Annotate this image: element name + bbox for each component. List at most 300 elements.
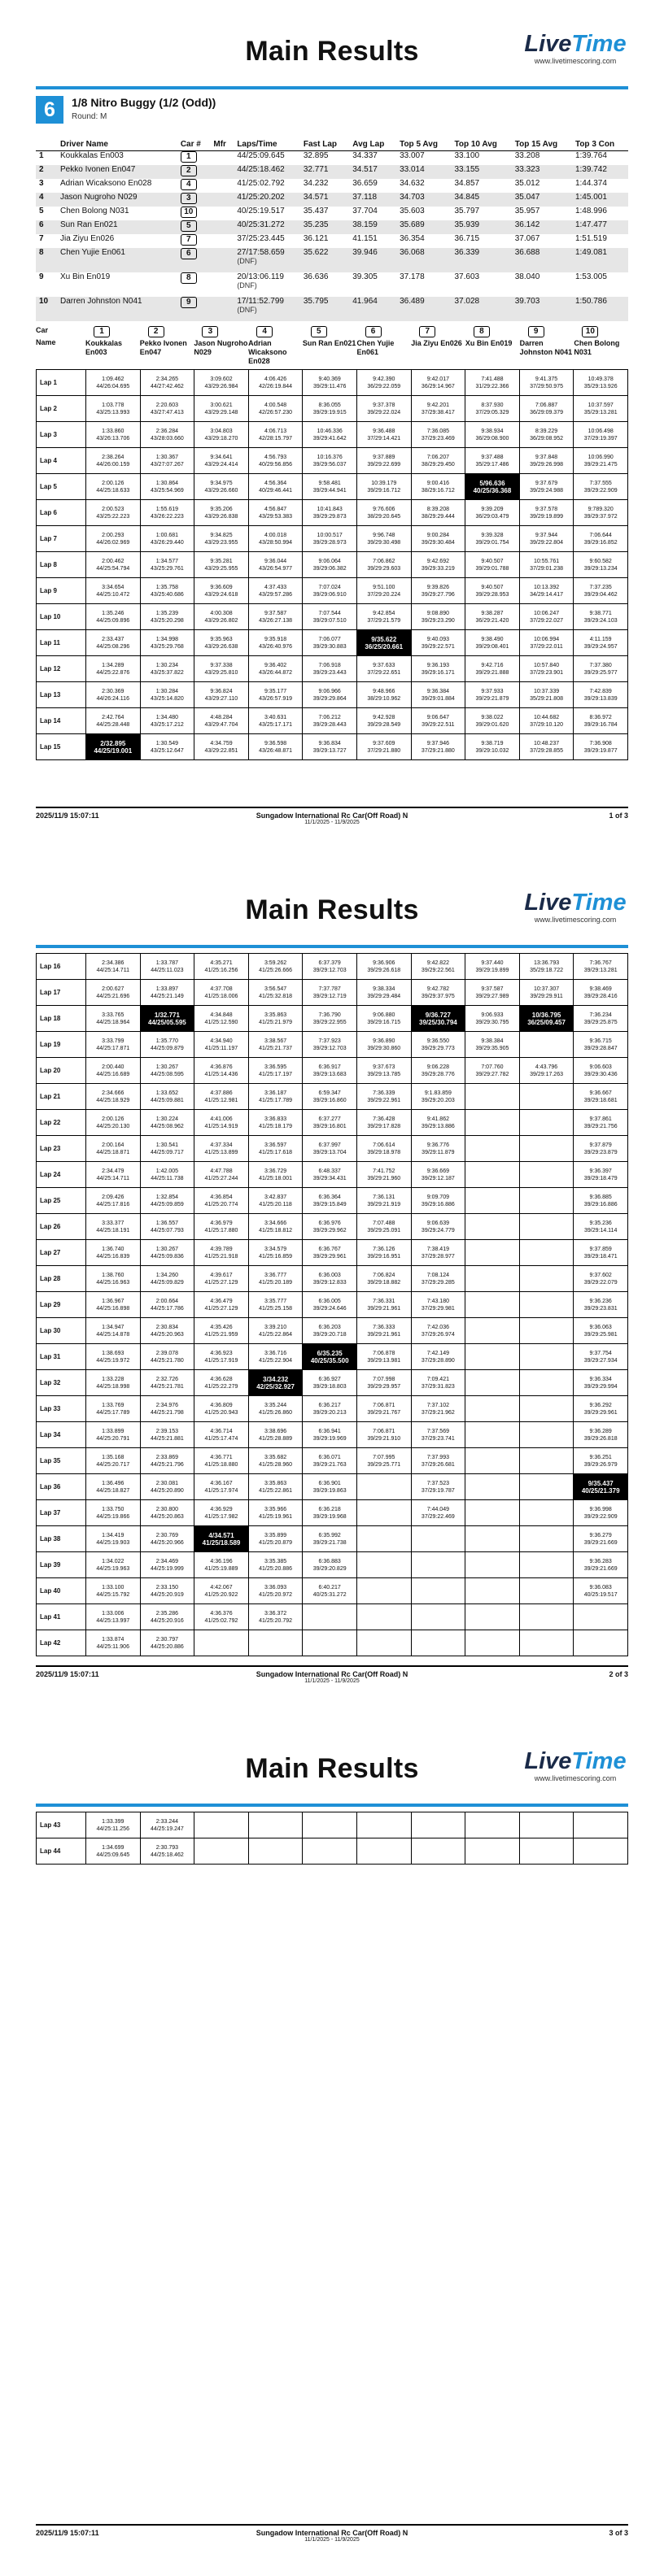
lap-cell: [303, 980, 357, 1006]
lap-cell: [574, 370, 628, 396]
lap-cell: [248, 578, 303, 604]
lap-time: 7:07.760: [481, 1064, 504, 1070]
cumulative-time: 39/29:30.436: [583, 1071, 618, 1077]
lap-time: 1:03.778: [102, 402, 124, 408]
lap-cell: [303, 1370, 357, 1396]
lap-cell: [574, 552, 628, 578]
cumulative-time: 39/29:26.818: [583, 1435, 618, 1442]
lap-time: 4:36.479: [210, 1298, 233, 1304]
cumulative-time: 39/29:34.431: [312, 1175, 347, 1181]
cumulative-time: 37/29:21.880: [421, 747, 455, 754]
cumulative-time: 39/29:41.642: [312, 435, 347, 442]
lap-cell: [248, 1474, 303, 1500]
lap-cell: [248, 734, 303, 760]
lap-cell: [140, 1162, 194, 1188]
lap-cell: [248, 1162, 303, 1188]
lap-time: 9:37.944: [535, 532, 558, 538]
lap-label: Lap 28: [37, 1266, 86, 1292]
lap-time: 9:06.966: [318, 688, 341, 694]
lap-cell: [303, 1552, 357, 1578]
lap-time: 6:36.917: [318, 1064, 341, 1070]
cell-t15: 36.688: [512, 248, 572, 272]
lap-cell: [465, 1578, 520, 1604]
cumulative-time: 39/25/30.794: [419, 1018, 457, 1026]
lap-time: 4:06.426: [264, 376, 287, 382]
lap-cell: [194, 1292, 249, 1318]
cumulative-time: 39/29:16.801: [312, 1123, 347, 1129]
lap-time: 1:36.967: [102, 1298, 124, 1304]
lap-cell: [140, 1500, 194, 1526]
lap-cell: [194, 1266, 249, 1292]
position: 1: [39, 151, 44, 160]
lap-cell: [519, 630, 574, 656]
lap-cell: [303, 1136, 357, 1162]
cell-car: [177, 193, 211, 207]
cumulative-time: 39/29:13.704: [312, 1149, 347, 1155]
lap-row: [37, 1084, 628, 1110]
logo-url[interactable]: www.livetimescoring.com: [534, 57, 617, 65]
laps-time: 17/11:52.799: [237, 297, 284, 306]
footer-datetime: 2025/11/9 15:07:11: [36, 2529, 99, 2537]
lap-time: 1:35.246: [102, 610, 124, 616]
lap-cell: [519, 474, 574, 500]
lap-cell: [356, 954, 411, 980]
lap-time: 9:06.880: [373, 1012, 395, 1018]
lap-cell: [194, 448, 249, 474]
lap-time: 3:33.377: [102, 1220, 124, 1226]
cumulative-time: 39/29:04.462: [583, 591, 618, 598]
cumulative-time: 37/29:20.224: [367, 591, 401, 598]
logo-live: Live: [524, 890, 572, 916]
lap-time: 7:07.998: [373, 1376, 395, 1382]
lap-cell: [519, 604, 574, 630]
lap-grid-page-1: [36, 369, 628, 760]
lap-time: 13:36.793: [533, 959, 560, 966]
lap-cell: [411, 1292, 465, 1318]
page-1: [0, 0, 664, 859]
cumulative-time: 39/29:18.681: [583, 1097, 618, 1103]
lap-time: 7:36.767: [589, 959, 612, 966]
logo-url[interactable]: www.livetimescoring.com: [534, 916, 617, 924]
lap-time: 1:34.998: [155, 636, 179, 642]
cumulative-time: 43/29:26.838: [204, 513, 238, 520]
cumulative-time: 43/25:17.212: [150, 721, 184, 728]
lap-time: 3:36.597: [264, 1142, 287, 1148]
cumulative-time: 39/29:26.979: [583, 1461, 618, 1468]
lap-cell: [303, 630, 357, 656]
lap-cell: [248, 1370, 303, 1396]
lap-cell: [411, 1058, 465, 1084]
cumulative-time: 41/25:11.197: [204, 1045, 238, 1051]
cumulative-time: 41/25:17.197: [259, 1071, 293, 1077]
lap-time: 9:00.284: [426, 532, 449, 538]
lap-cell: [303, 1422, 357, 1448]
cumulative-time: 39/29:16.712: [367, 487, 401, 494]
cumulative-time: 41/25:17.919: [204, 1357, 238, 1364]
cumulative-time: 39/29:01.788: [475, 565, 509, 572]
lap-cell: [86, 1838, 141, 1865]
cumulative-time: 37/29:01.238: [530, 565, 563, 572]
lap-cell: [574, 1344, 628, 1370]
cell-t15: 35.047: [512, 193, 572, 207]
cumulative-time: 39/29:06.910: [312, 591, 347, 598]
lap-cell: [465, 1838, 520, 1865]
lap-label: Lap 8: [37, 552, 86, 578]
cell-t15: 36.142: [512, 220, 572, 234]
lap-time: 10:06.994: [533, 636, 560, 642]
lap-cell: [248, 1292, 303, 1318]
lap-cell: [519, 1838, 574, 1865]
lap-cell: [356, 682, 411, 708]
lap-time: 9/35.622: [371, 635, 397, 643]
lap-time: 7:36.331: [373, 1298, 395, 1304]
lap-cell: [519, 1474, 574, 1500]
lap-time: 9:40.507: [481, 558, 504, 564]
footer-page-number: 2 of 3: [609, 1670, 628, 1678]
lap-cell: [140, 396, 194, 422]
cell-avg: 36.659: [352, 179, 378, 188]
lap-time: 10:13.392: [533, 584, 560, 590]
lap-time: 9:37.673: [373, 1064, 395, 1070]
lap-time: 7:42.036: [426, 1324, 449, 1330]
lap-time: 10:37.339: [533, 688, 560, 694]
cell-mfr: [210, 207, 234, 220]
lap-time: 9:76.606: [373, 506, 395, 512]
cell-car: [177, 272, 211, 297]
livetime-logo[interactable]: [522, 1748, 628, 1782]
lap-cell: [411, 526, 465, 552]
lap-cell: [574, 734, 628, 760]
car-column-header: [357, 326, 412, 366]
lap-cell: [411, 422, 465, 448]
cumulative-time: 39/29:19.899: [530, 513, 563, 520]
cumulative-time: 35/29:17.486: [475, 461, 509, 468]
lap-cell: [140, 1058, 194, 1084]
lap-cell: [356, 1474, 411, 1500]
lap-row: [37, 396, 628, 422]
lap-time: 4:37.886: [210, 1090, 233, 1096]
lap-cell: [194, 1058, 249, 1084]
lap-time: 7:36.908: [589, 740, 612, 746]
lap-time: 7:37.923: [318, 1038, 341, 1044]
lap-time: 9:37.378: [373, 402, 395, 408]
lap-time: 9:36.598: [264, 740, 287, 746]
lap-time: 9:34.641: [210, 454, 233, 460]
position: 7: [39, 234, 44, 243]
cumulative-time: 37/29:28.977: [421, 1253, 455, 1260]
lap-cell: [248, 682, 303, 708]
dnf-label: (DNF): [237, 306, 257, 314]
cumulative-time: 39/29:06.382: [312, 565, 347, 572]
lap-cell: [140, 1318, 194, 1344]
lap-time: 2:35.286: [155, 1610, 179, 1617]
cumulative-time: 36/29:09.379: [530, 409, 563, 416]
driver-name: Jason Nugroho N029: [194, 339, 248, 356]
cumulative-time: 39/29:29.484: [367, 993, 401, 999]
lap-cell: [574, 708, 628, 734]
lap-time: 4/34.571: [208, 1531, 234, 1539]
lap-time: 9:38.022: [481, 714, 504, 720]
lap-cell: [574, 1448, 628, 1474]
lap-cell: [248, 1032, 303, 1058]
cumulative-time: 39/29:20.213: [312, 1409, 347, 1416]
cumulative-time: 39/29:29.994: [583, 1383, 618, 1390]
lap-time: 2:39.078: [155, 1350, 179, 1356]
cumulative-time: 41/25:28.960: [259, 1461, 293, 1468]
cumulative-time: 41/25:21.959: [204, 1331, 238, 1338]
lap-row: [37, 1370, 628, 1396]
cell-avg: 39.305: [352, 272, 378, 281]
lap-time: 1:30.284: [155, 688, 179, 694]
cumulative-time: 44/25:19.999: [150, 1565, 184, 1572]
lap-time: 10:16.376: [317, 454, 343, 460]
cumulative-time: 40/25/36.368: [473, 486, 512, 494]
lap-time: 3:36.729: [264, 1168, 287, 1174]
lap-time: 4:37.433: [264, 584, 287, 590]
cumulative-time: 44/25:18.871: [96, 1149, 130, 1155]
lap-time: 3:36.716: [264, 1350, 287, 1356]
lap-cell: [356, 1630, 411, 1656]
logo-url[interactable]: www.livetimescoring.com: [534, 1774, 617, 1782]
cumulative-time: 39/29:21.879: [475, 695, 509, 702]
cumulative-time: 43/29:25.810: [204, 669, 238, 676]
cell-laps: [234, 248, 300, 272]
cumulative-time: 44/25:20.890: [150, 1487, 184, 1494]
cumulative-time: 43/29:57.286: [259, 591, 293, 598]
cell-t3c: 1:48.996: [574, 207, 607, 215]
cumulative-time: 39/29:18.803: [312, 1383, 347, 1390]
cumulative-time: 39/29:24.957: [583, 643, 618, 650]
cumulative-time: 38/29:20.645: [367, 513, 401, 520]
lap-time: 4:36.376: [210, 1610, 233, 1617]
cumulative-time: 43/25:54.969: [150, 487, 184, 494]
cumulative-time: 39/29:28.973: [312, 539, 347, 546]
lap-cell: [248, 708, 303, 734]
cumulative-time: 39/29:19.915: [312, 409, 347, 416]
cumulative-time: 43/25:17.171: [259, 721, 293, 728]
page-3: [0, 1717, 664, 2576]
lap-time: 9:37.602: [589, 1272, 612, 1278]
lap-time: 9:36.193: [426, 662, 449, 668]
lap-time: 3:38.567: [264, 1038, 287, 1044]
lap-time: 1:33.874: [102, 1636, 124, 1643]
cumulative-time: 39/29:29.773: [421, 1045, 455, 1051]
cumulative-time: 39/29:13.281: [583, 967, 618, 973]
cumulative-time: 41/25:20.792: [259, 1617, 293, 1624]
lap-cell: [411, 1084, 465, 1110]
lap-cell: [86, 1500, 141, 1526]
cumulative-time: 42/26:19.844: [259, 383, 293, 389]
lap-cell: [140, 552, 194, 578]
cumulative-time: 39/29:22.571: [421, 643, 455, 650]
lap-time: 2:00.523: [102, 506, 124, 512]
lap-cell: [194, 526, 249, 552]
cumulative-time: 39/29:19.863: [312, 1487, 347, 1494]
lap-cell: [519, 396, 574, 422]
cumulative-time: 44/25:13.997: [96, 1617, 130, 1624]
lap-cell: [140, 448, 194, 474]
lap-label: Lap 29: [37, 1292, 86, 1318]
cumulative-time: 41/25:20.922: [204, 1591, 238, 1598]
cell-t5: 33.014: [396, 165, 451, 179]
cumulative-time: 41/25:22.861: [259, 1487, 293, 1494]
lap-cell: [86, 954, 141, 980]
lap-cell: [303, 708, 357, 734]
col-pos: [36, 138, 57, 151]
cumulative-time: 37/29:22.011: [530, 643, 563, 650]
cumulative-time: 39/29:23.290: [421, 617, 455, 624]
cumulative-time: 39/29:28.847: [583, 1045, 618, 1051]
lap-cell: [140, 1474, 194, 1500]
lap-time: 9:58.481: [318, 480, 341, 486]
lap-time: 1:36.496: [102, 1480, 124, 1486]
lap-time: 6:36.203: [318, 1324, 341, 1330]
cell-t15: 35.957: [514, 207, 540, 215]
lap-cell: [248, 1396, 303, 1422]
footer-page-number: 3 of 3: [609, 2529, 628, 2537]
lap-cell: [411, 1552, 465, 1578]
lap-label: Lap 14: [37, 708, 86, 734]
cumulative-time: 44/25:21.780: [150, 1357, 184, 1364]
cumulative-time: 44/25:08.962: [150, 1123, 184, 1129]
lap-cell: [86, 448, 141, 474]
cumulative-time: 40/25/35.500: [310, 1356, 349, 1364]
position: 2: [36, 165, 57, 179]
cumulative-time: 39/29:24.779: [421, 1227, 455, 1234]
lap-label: Lap 38: [37, 1526, 86, 1552]
cumulative-time: 37/29:19.397: [583, 435, 618, 442]
cumulative-time: 43/25:29.768: [150, 643, 184, 650]
lap-cell: [303, 1604, 357, 1630]
cumulative-time: 44/25:07.793: [150, 1227, 184, 1234]
lap-label: Lap 6: [37, 500, 86, 526]
lap-cell: [303, 500, 357, 526]
car-column-header: [574, 326, 628, 366]
lap-cell: [356, 1500, 411, 1526]
col-header: Top 10 Avg: [451, 138, 511, 151]
lap-time: 1:42.005: [155, 1168, 179, 1174]
lap-cell: [194, 474, 249, 500]
lap-time: 4:00.018: [264, 532, 287, 538]
logo-time: Time: [571, 31, 627, 57]
lap-cell: [140, 578, 194, 604]
cumulative-time: 44/25:18.998: [96, 1383, 130, 1390]
cumulative-time: 37/29:23.469: [421, 435, 455, 442]
cumulative-time: 44/25:18.633: [96, 487, 130, 494]
lap-time: 7:42.149: [426, 1350, 449, 1356]
cumulative-time: 39/29:22.511: [422, 721, 455, 728]
lap-grid-page-2: [36, 953, 628, 1656]
lap-row: [37, 1162, 628, 1188]
lap-time: 4:48.284: [210, 714, 233, 720]
lap-cell: [356, 1422, 411, 1448]
cumulative-time: 44/25:20.130: [96, 1123, 130, 1129]
lap-cell: [356, 630, 411, 656]
lap-cell: [86, 1370, 141, 1396]
lap-cell: [86, 578, 141, 604]
lap-row: [37, 578, 628, 604]
cell-t5: 36.489: [396, 297, 451, 321]
lap-time: 9:38.490: [481, 636, 504, 642]
lap-cell: [356, 1552, 411, 1578]
lap-time: 9:37.859: [589, 1246, 612, 1252]
lap-cell: [194, 578, 249, 604]
lap-time: 6:36.071: [318, 1454, 341, 1460]
lap-time: 4:39.617: [210, 1272, 233, 1278]
lap-time: 9:36.251: [589, 1454, 612, 1460]
lap-cell: [194, 734, 249, 760]
cumulative-time: 39/29:12.703: [312, 967, 347, 973]
lap-time: 9:35.963: [210, 636, 233, 642]
lap-cell: [194, 500, 249, 526]
cell-laps: 37/25:23.445: [237, 234, 285, 243]
laps-time: 27/17:58.659: [237, 248, 285, 257]
position: 3: [39, 179, 44, 188]
lap-time: 7:38.419: [426, 1246, 449, 1252]
lap-cell: [574, 396, 628, 422]
lap-row: [37, 1006, 628, 1032]
col-header: Top 5 Avg: [396, 138, 451, 151]
lap-cell: [248, 1500, 303, 1526]
lap-cell: [194, 1448, 249, 1474]
cumulative-time: 39/29:28.549: [367, 721, 401, 728]
livetime-logo[interactable]: [522, 31, 628, 65]
cumulative-time: 39/29:25.981: [583, 1331, 618, 1338]
lap-cell: [519, 1448, 574, 1474]
cumulative-time: 40/25:19.517: [583, 1591, 618, 1598]
cumulative-time: 41/25:20.972: [259, 1591, 293, 1598]
lap-time: 3:00.621: [210, 402, 233, 408]
cumulative-time: 37/29:21.880: [367, 747, 401, 754]
lap-cell: [411, 500, 465, 526]
livetime-logo[interactable]: [522, 890, 628, 924]
lap-cell: [356, 1136, 411, 1162]
lap-cell: [519, 1162, 574, 1188]
cell-car: [177, 165, 211, 179]
lap-cell: [86, 1578, 141, 1604]
cell-t10: 36.339: [451, 248, 511, 272]
cumulative-time: 44/27:42.462: [150, 383, 184, 389]
lap-cell: [303, 1084, 357, 1110]
lap-time: 4:06.713: [264, 428, 287, 434]
cell-t3c: 1:47.477: [572, 220, 628, 234]
lap-time: 4:36.167: [210, 1480, 233, 1486]
cumulative-time: 39/29:22.804: [530, 539, 563, 546]
lap-cell: [411, 370, 465, 396]
lap-label: Lap 5: [37, 474, 86, 500]
lap-cell: [86, 1604, 141, 1630]
cumulative-time: 39/29:29.864: [312, 695, 347, 702]
lap-cell: [465, 1630, 520, 1656]
lap-row: [37, 1500, 628, 1526]
lap-cell: [86, 1318, 141, 1344]
lap-time: 9:37.587: [264, 610, 287, 616]
col-header: Top 3 Con: [572, 138, 628, 151]
lap-time: 9:36.044: [264, 558, 287, 564]
lap-cell: [519, 500, 574, 526]
lap-time: 4:36.196: [210, 1558, 233, 1564]
cumulative-time: 35/29:21.808: [530, 695, 563, 702]
lap-time: 2:30.800: [155, 1506, 179, 1512]
lap-cell: [86, 1032, 141, 1058]
lap-time: 3:40.631: [264, 714, 287, 720]
lap-cell: [519, 1526, 574, 1552]
position: 10: [36, 297, 57, 321]
lap-cell: [465, 980, 520, 1006]
cumulative-time: 43/25:40.686: [150, 591, 184, 598]
col-header: Laps/Time: [234, 138, 300, 151]
lap-cell: [248, 1136, 303, 1162]
